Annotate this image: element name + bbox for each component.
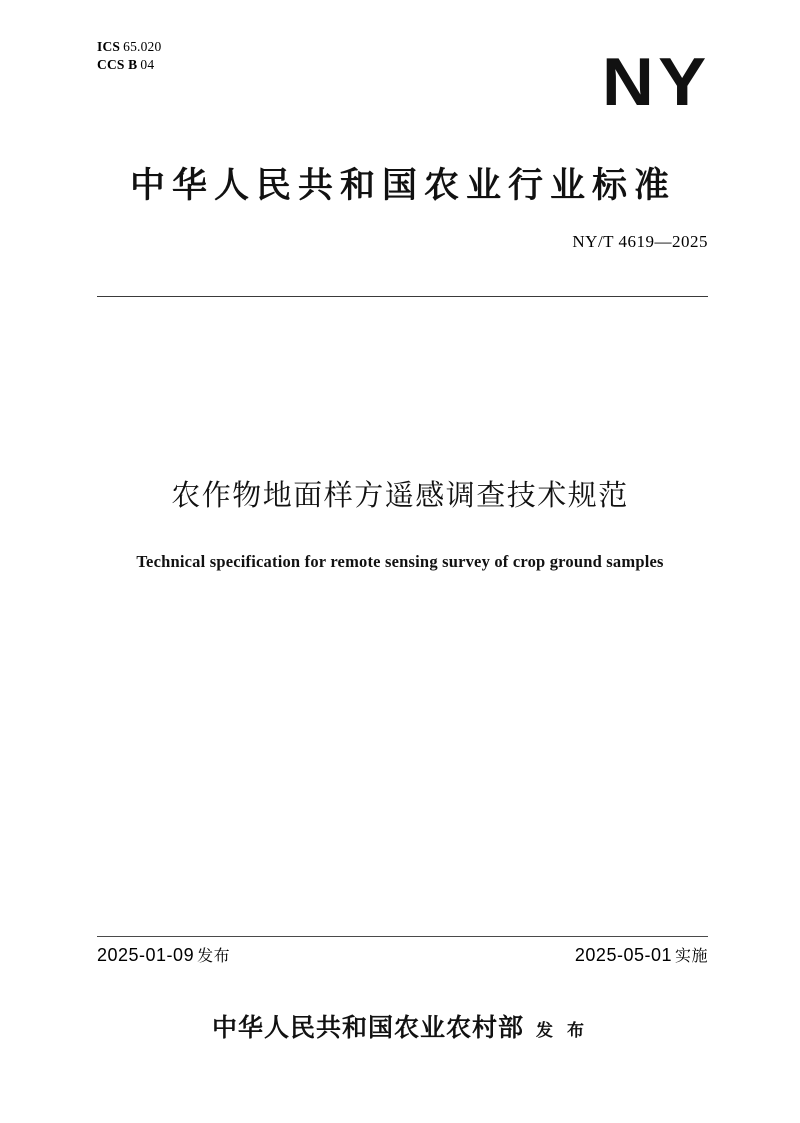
- ics-code-line: [97, 38, 161, 56]
- ics-label: ICS: [97, 39, 121, 54]
- divider-top: [97, 296, 708, 297]
- issuer-block: [0, 1008, 800, 1044]
- issue-date-block: [97, 943, 230, 966]
- issue-date-label: 发布: [197, 946, 231, 965]
- issuer-verb: 发 布: [536, 1021, 588, 1041]
- classification-codes: [97, 38, 161, 74]
- ny-logo: NY: [601, 44, 710, 120]
- issue-date-value: 2025-01-09: [97, 945, 195, 965]
- effective-date-block: [575, 943, 708, 966]
- ccs-value: 04: [140, 56, 155, 72]
- effective-date-label: 实施: [674, 946, 708, 965]
- issuer-name: 中华人民共和国农业农村部: [212, 1013, 525, 1042]
- standard-number: NY/T 4619—2025: [572, 232, 708, 251]
- effective-date-value: 2025-05-01: [574, 945, 672, 965]
- issuing-authority-title: 中华人民共和国农业行业标准: [129, 166, 676, 206]
- ics-value: 65.020: [123, 39, 162, 54]
- ccs-label: CCS B: [97, 56, 138, 72]
- document-title-chinese: 农作物地面样方遥感调查技术规范: [171, 478, 629, 512]
- document-title-english: Technical specification for remote sensing survey of crop ground samples: [136, 552, 664, 571]
- ccs-code-line: [97, 56, 161, 74]
- divider-bottom: [97, 936, 708, 937]
